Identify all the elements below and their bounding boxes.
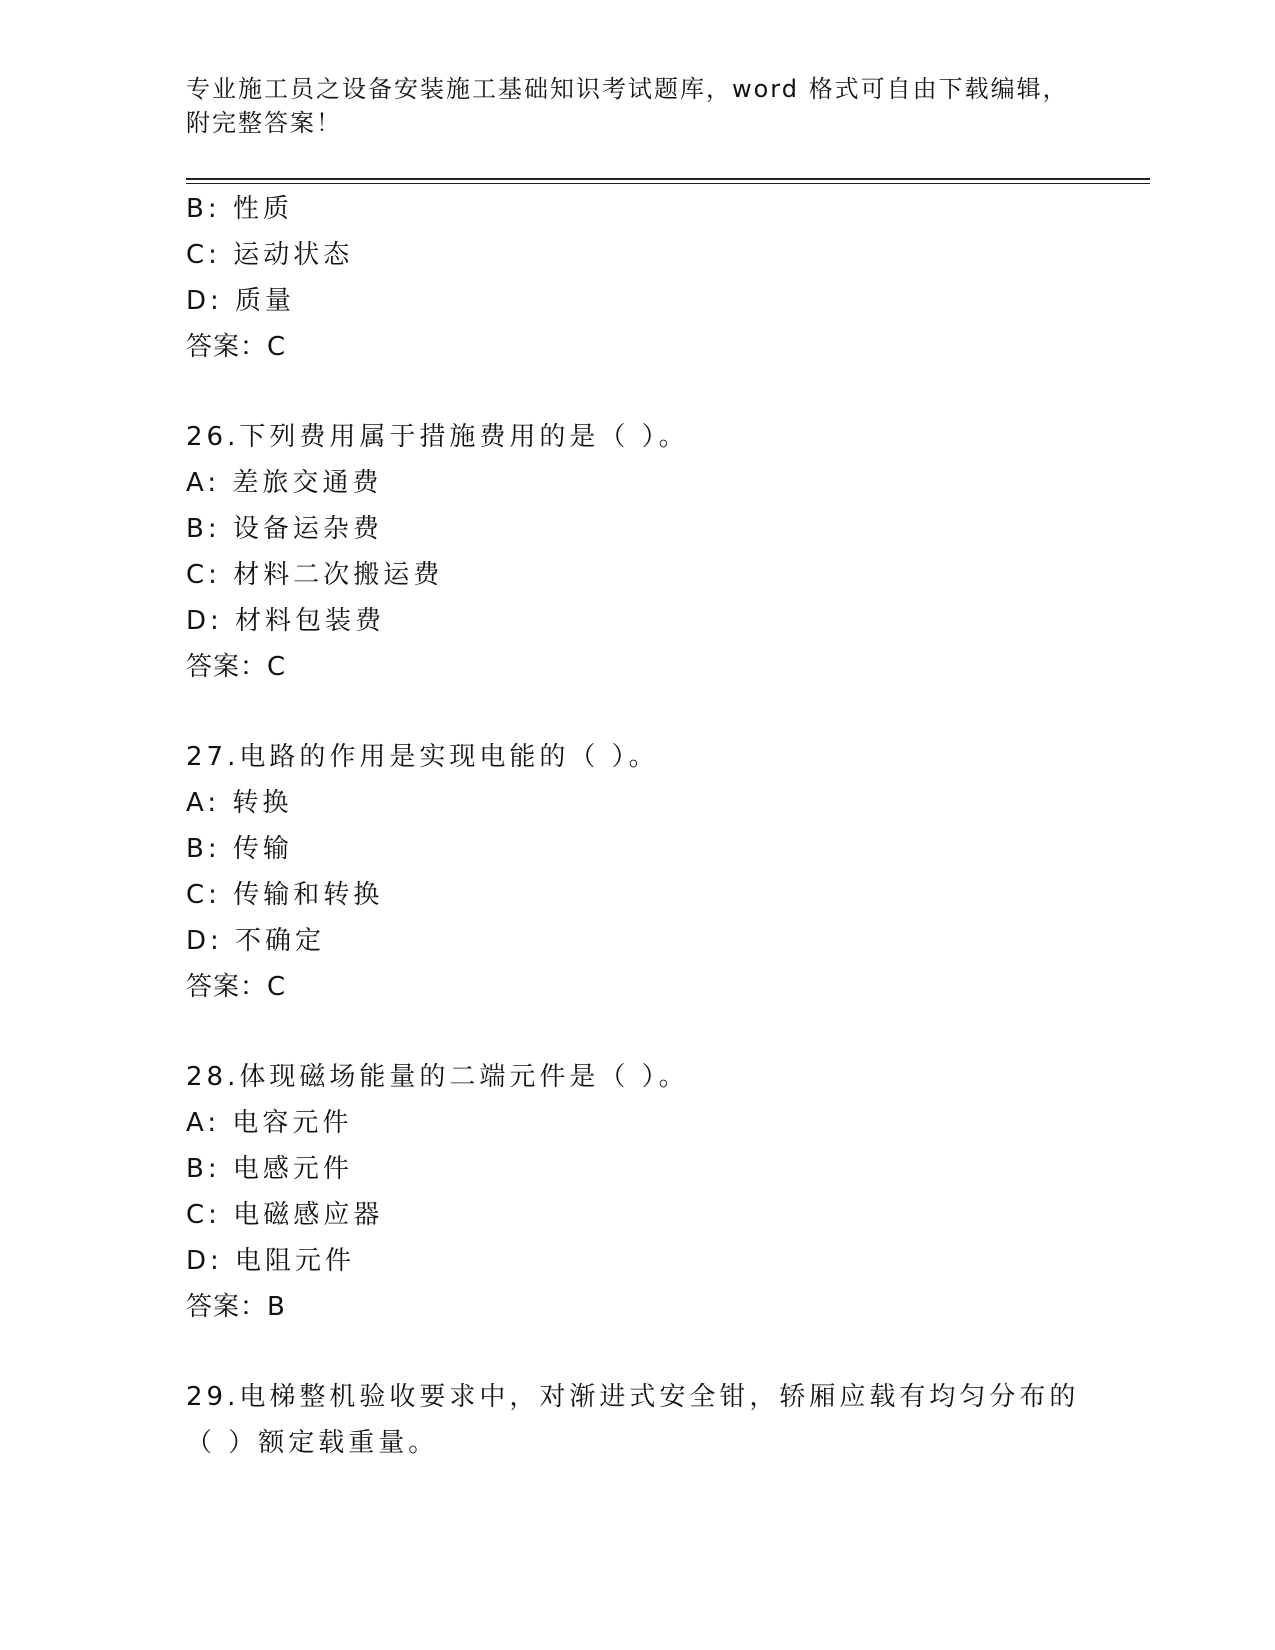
option-label: A: [186,788,221,818]
option-c [186,552,1086,598]
option-label: B: [186,1154,221,1184]
option-d [186,278,1086,324]
question-stem: 27.电路的作用是实现电能的（ ）。 [186,742,659,772]
option-label: B: [186,194,221,224]
document-header: 专业施工员之设备安装施工基础知识考试题库，word 格式可自由下载编辑，附完整答案！ [186,75,1069,137]
option-d [186,1238,1086,1284]
option-label: A: [186,1108,221,1138]
option-text: 电容元件 [232,1108,353,1138]
question-block-28 [186,1054,1086,1330]
option-text: 材料包装费 [235,606,386,636]
question-spacer [186,690,1086,734]
question-spacer [186,1330,1086,1374]
option-text: 电感元件 [232,1154,353,1184]
question-block-26 [186,414,1086,690]
option-label: D: [186,926,223,956]
option-text: 性质 [232,194,293,224]
option-label: A: [186,468,221,498]
option-label: C: [186,880,221,910]
question-stem: 26.下列费用属于措施费用的是（ ）。 [186,422,689,452]
option-c [186,1192,1086,1238]
option-text: 运动状态 [233,240,354,270]
option-text: 材料二次搬运费 [233,560,444,590]
question-block-27 [186,734,1086,1010]
option-text: 电阻元件 [235,1246,356,1276]
option-c [186,232,1086,278]
question-block-partial [186,186,1086,370]
option-b [186,186,1086,232]
header-divider-thick [186,178,1150,180]
option-text: 传输和转换 [233,880,384,910]
option-text: 设备运杂费 [232,514,383,544]
option-b [186,506,1086,552]
option-text: 质量 [235,286,296,316]
option-a [186,460,1086,506]
option-d [186,918,1086,964]
option-label: B: [186,514,221,544]
option-text: 转换 [232,788,293,818]
option-text: 差旅交通费 [232,468,383,498]
option-text: 不确定 [235,926,326,956]
option-label: C: [186,560,221,590]
answer-line: 答案：C [186,972,287,1002]
option-label: D: [186,1246,223,1276]
option-text: 传输 [232,834,293,864]
option-label: D: [186,606,223,636]
question-stem: 29.电梯整机验收要求中，对渐进式安全钳，轿厢应载有均匀分布的（ ）额定载重量。 [186,1382,1080,1458]
answer-line: 答案：C [186,332,287,362]
option-label: B: [186,834,221,864]
option-b [186,826,1086,872]
question-stem: 28.体现磁场能量的二端元件是（ ）。 [186,1062,689,1092]
option-c [186,872,1086,918]
option-a [186,780,1086,826]
question-spacer [186,1010,1086,1054]
option-d [186,598,1086,644]
option-b [186,1146,1086,1192]
header-divider-thin [186,183,1150,184]
option-a [186,1100,1086,1146]
question-list [186,186,1086,1466]
answer-line: 答案：B [186,1292,286,1322]
option-label: C: [186,240,221,270]
question-spacer [186,370,1086,414]
question-block-29 [186,1374,1086,1466]
answer-line: 答案：C [186,652,287,682]
option-label: D: [186,286,223,316]
option-text: 电磁感应器 [233,1200,384,1230]
option-label: C: [186,1200,221,1230]
